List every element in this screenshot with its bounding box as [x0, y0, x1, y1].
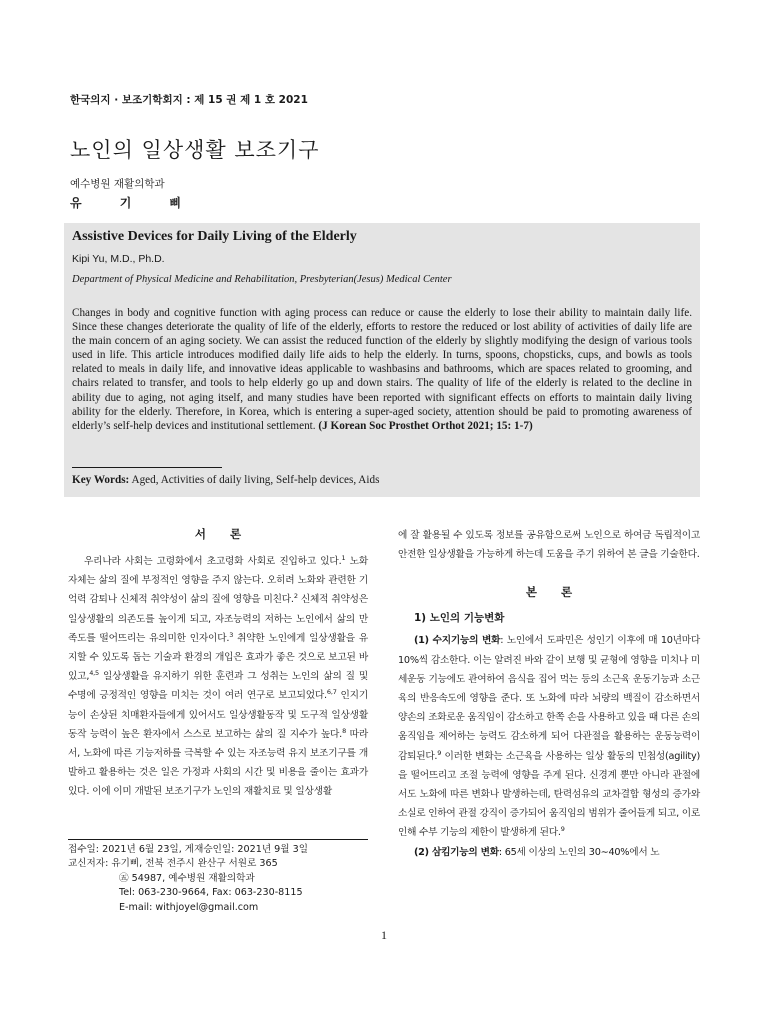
- keywords-label: Key Words:: [72, 474, 130, 486]
- swallowing-paragraph: (2) 삼킴기능의 변화: 65세 이상의 노인의 30∼40%에서 노: [414, 846, 660, 858]
- footnote-email: E-mail: withjoyel@gmail.com: [119, 901, 259, 913]
- left-column: [68, 526, 368, 802]
- english-title: Assistive Devices for Daily Living of the Elderly: [72, 229, 357, 244]
- korean-title: 노인의 일상생활 보조기구: [70, 138, 320, 162]
- keywords-rule: [72, 467, 222, 468]
- subsection-heading: 1) 노인의 기능변화: [414, 612, 505, 625]
- korean-department: 예수병원 재활의학과: [70, 178, 165, 190]
- keywords-text: Aged, Activities of daily living, Self-help devices, Aids: [131, 474, 380, 486]
- korean-author: 유 기 삐: [70, 196, 182, 210]
- introduction-continuation: 에 잘 활용될 수 있도록 정보를 공유함으로써 노인으로 하여금 독립적이고 안전한 일상생활을 가능하게 하는데 도움을 주기 위하여 본 글을 기술한다.: [398, 530, 700, 561]
- body-heading: 본 론: [525, 585, 573, 600]
- keywords: [72, 474, 379, 486]
- hand-function-paragraph: (1) 수지기능의 변화: 노인에서 도파민은 성인기 이후에 매 10년마다 10%씩 감소한다. 이는 알려진 바와 같이 보행 및 균형에 영향을 미치나 미세운동 기능에도 관여하여 음식을 집어 먹는 등의 소근육 운동기능과 소근육의 반응속도에 영향을 준다. 또 노화에 따라 뇌량의 백질이 감소하면서 양손의 조화로운 움직임이 감소하고 한쪽 손을 사용하고 있을 때 다른 손의 움직임을 제어하는 능력도 감소하게 되어 다관절을 활용하는 운동능력이 감퇴된다.$^9$ 이러한 변화는 소근육을 사용하는 일상 활동의 민첩성(agility)을 떨어뜨리고 조절 능력에 영향을 주게 된다. 신경계 뿐만 아니라 관절에서도 노화에 따른 변화나 발생하는데, 탄력섬유의 교차결합 형성의 증가와 소실로 인하여 관절 강직이 증가되어 움직임의 범위가 줄어들게 되고, 이로 인해 수부 기능의 제한이 발생하게 된다.$^9$: [398, 635, 700, 839]
- footnote-postal: ㊄ 54987, 예수병원 재활의학과: [119, 872, 255, 884]
- abstract-citation: (J Korean Soc Prosthet Orthot 2021; 15: 1-7): [318, 419, 533, 432]
- footnote-rule: [68, 839, 368, 840]
- english-department: Department of Physical Medicine and Rehabilitation, Presbyterian(Jesus) Medical Center: [72, 274, 452, 285]
- right-column: [398, 526, 700, 862]
- journal-header: 한국의지 · 보조기학회지 : 제 15 권 제 1 호 2021: [70, 94, 308, 106]
- footnote-author-address: 교신저자: 유기삐, 전북 전주시 완산구 서원로 365: [68, 858, 278, 870]
- footnote-dates: 접수일: 2021년 6월 23일, 게재승인일: 2021년 9월 3일: [68, 844, 308, 855]
- abstract-box: [64, 223, 700, 497]
- introduction-heading: 서 론: [194, 527, 242, 541]
- correspondence-footnote: [68, 843, 308, 915]
- abstract: [72, 306, 692, 433]
- footnote-phone: Tel: 063-230-9664, Fax: 063-230-8115: [119, 887, 303, 899]
- introduction-paragraph: 우리나라 사회는 고령화에서 초고령화 사회로 진입하고 있다.$^1$ 노화 자체는 삶의 질에 부정적인 영향을 주지 않는다. 오히려 노화와 관련한 기억력 감퇴나 신체적 취약성이 삶의 질에 영향을 미친다.$^2$ 신체적 취약성은 일상생활의 의존도를 높이게 되고, 자조능력의 저하는 노인에서 삶의 만족도를 떨어뜨리는 유의미한 인자이다.$^3$ 취약한 노인에게 일상생활을 유지할 수 있도록 돕는 기술과 환경의 개입은 효과가 좋은 것으로 보고된 바 있고,$^{4,5}$ 일상생활을 유지하기 위한 훈련과 그 성취는 노인의 삶의 질 및 수명에 긍정적인 영향을 미치는 것이 여러 연구로 보고되었다.$^{6,7}$ 인지기능이 손상된 치매환자들에게 있어서도 일상생활동작 및 도구적 일상생활동작 능력이 높은 환자에서 스스로 보고하는 삶의 질 지수가 높다.$^8$ 따라서, 노화에 따른 기능저하를 극복할 수 있는 자조능력 유지 보조기구를 개발하고 활용하는 것은 일은 가정과 사회의 시간 및 비용을 줄이는 효과가 있다. 이에 이미 개발된 보조기구가 노인의 재활치료 및 일상생활: [68, 553, 368, 798]
- page-number: 1: [381, 928, 387, 942]
- abstract-text: Changes in body and cognitive function with aging process can reduce or cause the elderly to lose their ability to maintain daily life. Since these changes deteriorate the quality of life of the elderly, efforts to restore the reduced or lost ability of activities of daily life are the main concern of an aging society. We can assist the reduced function of the elderly by slightly modifying the design of various tools used in life. This article introduces modified daily life aids to help the elderly. In turns, spoons, chopsticks, cups, and bowls as tools related to meals in daily life, and innovative ideas applicable to washbasins and bathrooms, which are spaces related to grooming, and chairs related to transfer, and tools to help elderly go up and down stairs. The quality of life of the elderly is related to the decline in ability due to aging, not aging itself, and many studies have been reported with significant effects on efforts to maintain daily living ability for the elderly. Therefore, in Korea, which is entering a super-aged society, attention should be paid to promoting awareness of elderly’s self-help devices and institutional settlement.: [72, 307, 692, 432]
- english-author: Kipi Yu, M.D., Ph.D.: [72, 253, 165, 265]
